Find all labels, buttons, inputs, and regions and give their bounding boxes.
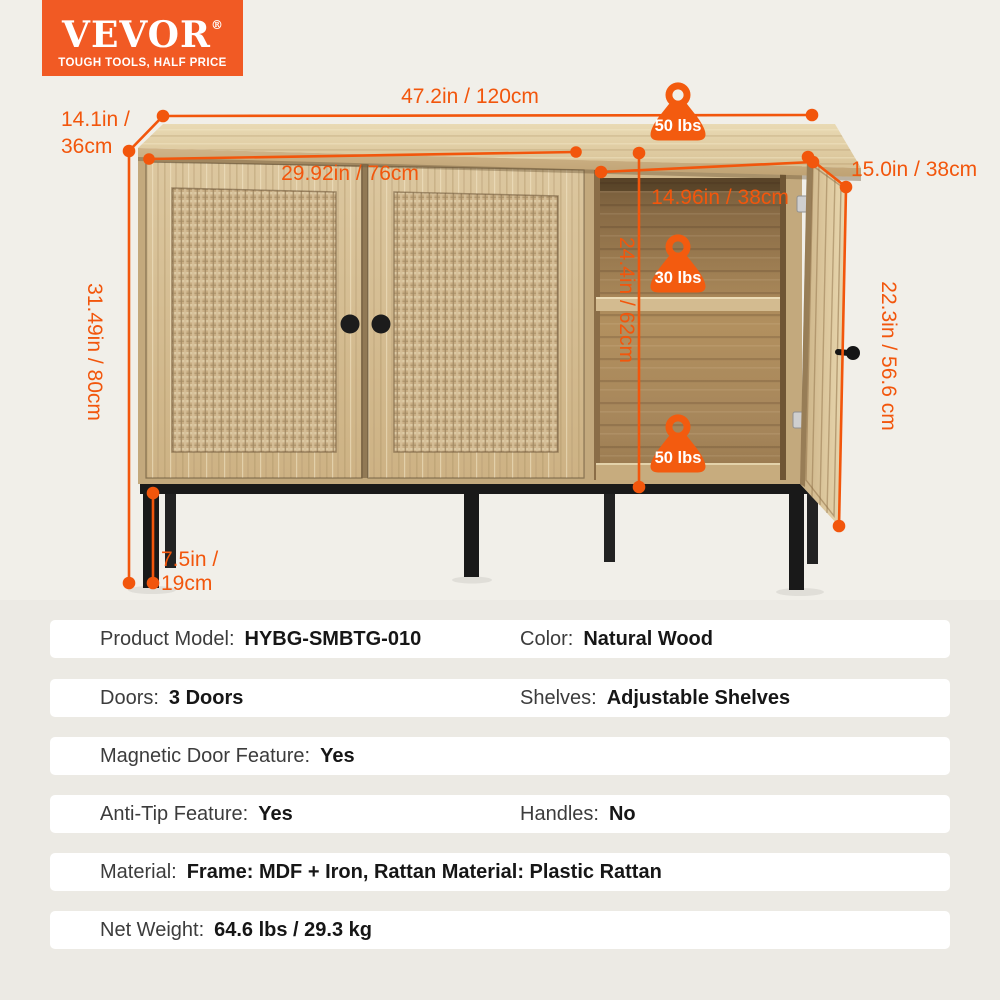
spec-row-net-weight: [50, 911, 950, 949]
dim-overall-height-label: 31.49in / 80cm: [83, 283, 106, 421]
dim-depth-label-line1: 14.1in /: [61, 108, 130, 131]
floor-shadow: [452, 577, 492, 584]
brand-name: VEVOR: [62, 14, 211, 56]
leg: [789, 494, 804, 590]
spec-label: Anti-Tip Feature:: [100, 803, 249, 825]
rattan-panel: [172, 188, 336, 452]
leg: [143, 494, 159, 588]
spec-value: No: [608, 803, 636, 825]
leg: [807, 494, 818, 564]
spec-label: Net Weight:: [100, 919, 205, 941]
base-bar: [140, 484, 812, 494]
dim-depth-label-line2: 36cm: [61, 135, 113, 158]
dim-overall-height: [83, 151, 135, 589]
dim-inner-height-label: 24.4in / 62cm: [615, 236, 638, 364]
door-knob: [846, 346, 860, 360]
dim-door-height-label: 22.3in / 56.6 cm: [877, 281, 900, 431]
registered-mark-icon: ®: [210, 18, 223, 32]
spec-label: Shelves:: [520, 687, 597, 709]
brand-tagline: TOUGH TOOLS, HALF PRICE: [58, 57, 227, 69]
door-knob: [341, 315, 360, 334]
interior-left-wall: [594, 170, 600, 480]
dim-overall-width: [157, 85, 819, 122]
spec-label: Handles:: [520, 803, 599, 825]
specs-table: [0, 600, 1000, 1000]
spec-value: Frame: MDF + Iron, Rattan Material: Plastic Rattan: [186, 861, 662, 883]
spec-label: Magnetic Door Feature:: [100, 745, 311, 767]
spec-label: Product Model:: [100, 628, 235, 650]
spec-value: Natural Wood: [583, 628, 713, 650]
middle-door: [368, 166, 584, 478]
spec-label: Color:: [520, 628, 574, 650]
dim-inner-width-label: 14.96in / 38cm: [651, 186, 789, 209]
dim-overall-width-label: 47.2in / 120cm: [401, 85, 539, 108]
open-door: [800, 158, 860, 526]
dim-leg-height-label-line2: 19cm: [161, 572, 213, 595]
spec-row-model-color: [50, 620, 950, 658]
leg: [464, 494, 479, 577]
dim-door-width-label: 15.0in / 38cm: [851, 158, 978, 181]
spec-row-antitip-handles: [50, 795, 950, 833]
left-door: [146, 162, 362, 478]
dim-doors-width-label: 29.92in / 76cm: [281, 162, 419, 185]
spec-label: Doors:: [100, 687, 159, 709]
door-gap: [361, 164, 369, 478]
spec-value: Adjustable Shelves: [606, 687, 791, 709]
weight-capacity-top-label: 50 lbs: [654, 117, 702, 135]
rattan-panel: [394, 192, 558, 452]
metal-base: [140, 484, 818, 590]
spec-label: Material:: [100, 861, 177, 883]
spec-row-magnetic-door: [50, 737, 950, 775]
leg: [604, 494, 615, 562]
spec-value: Yes: [258, 803, 293, 825]
spec-value: 3 Doors: [168, 687, 244, 709]
spec-value: 64.6 lbs / 29.3 kg: [214, 919, 372, 941]
spec-row-material: [50, 853, 950, 891]
weight-capacity-icon-top: [651, 82, 706, 140]
spec-value: Yes: [320, 745, 355, 767]
dim-leg-height-label-line1: 7.5in /: [161, 548, 219, 571]
spec-row-doors-shelves: [50, 679, 950, 717]
door-knob: [372, 315, 391, 334]
weight-capacity-bottom-label: 50 lbs: [654, 449, 702, 467]
interior-right-wall: [780, 170, 786, 480]
spec-value: HYBG-SMBTG-010: [244, 628, 422, 650]
weight-capacity-shelf-label: 30 lbs: [654, 269, 702, 287]
